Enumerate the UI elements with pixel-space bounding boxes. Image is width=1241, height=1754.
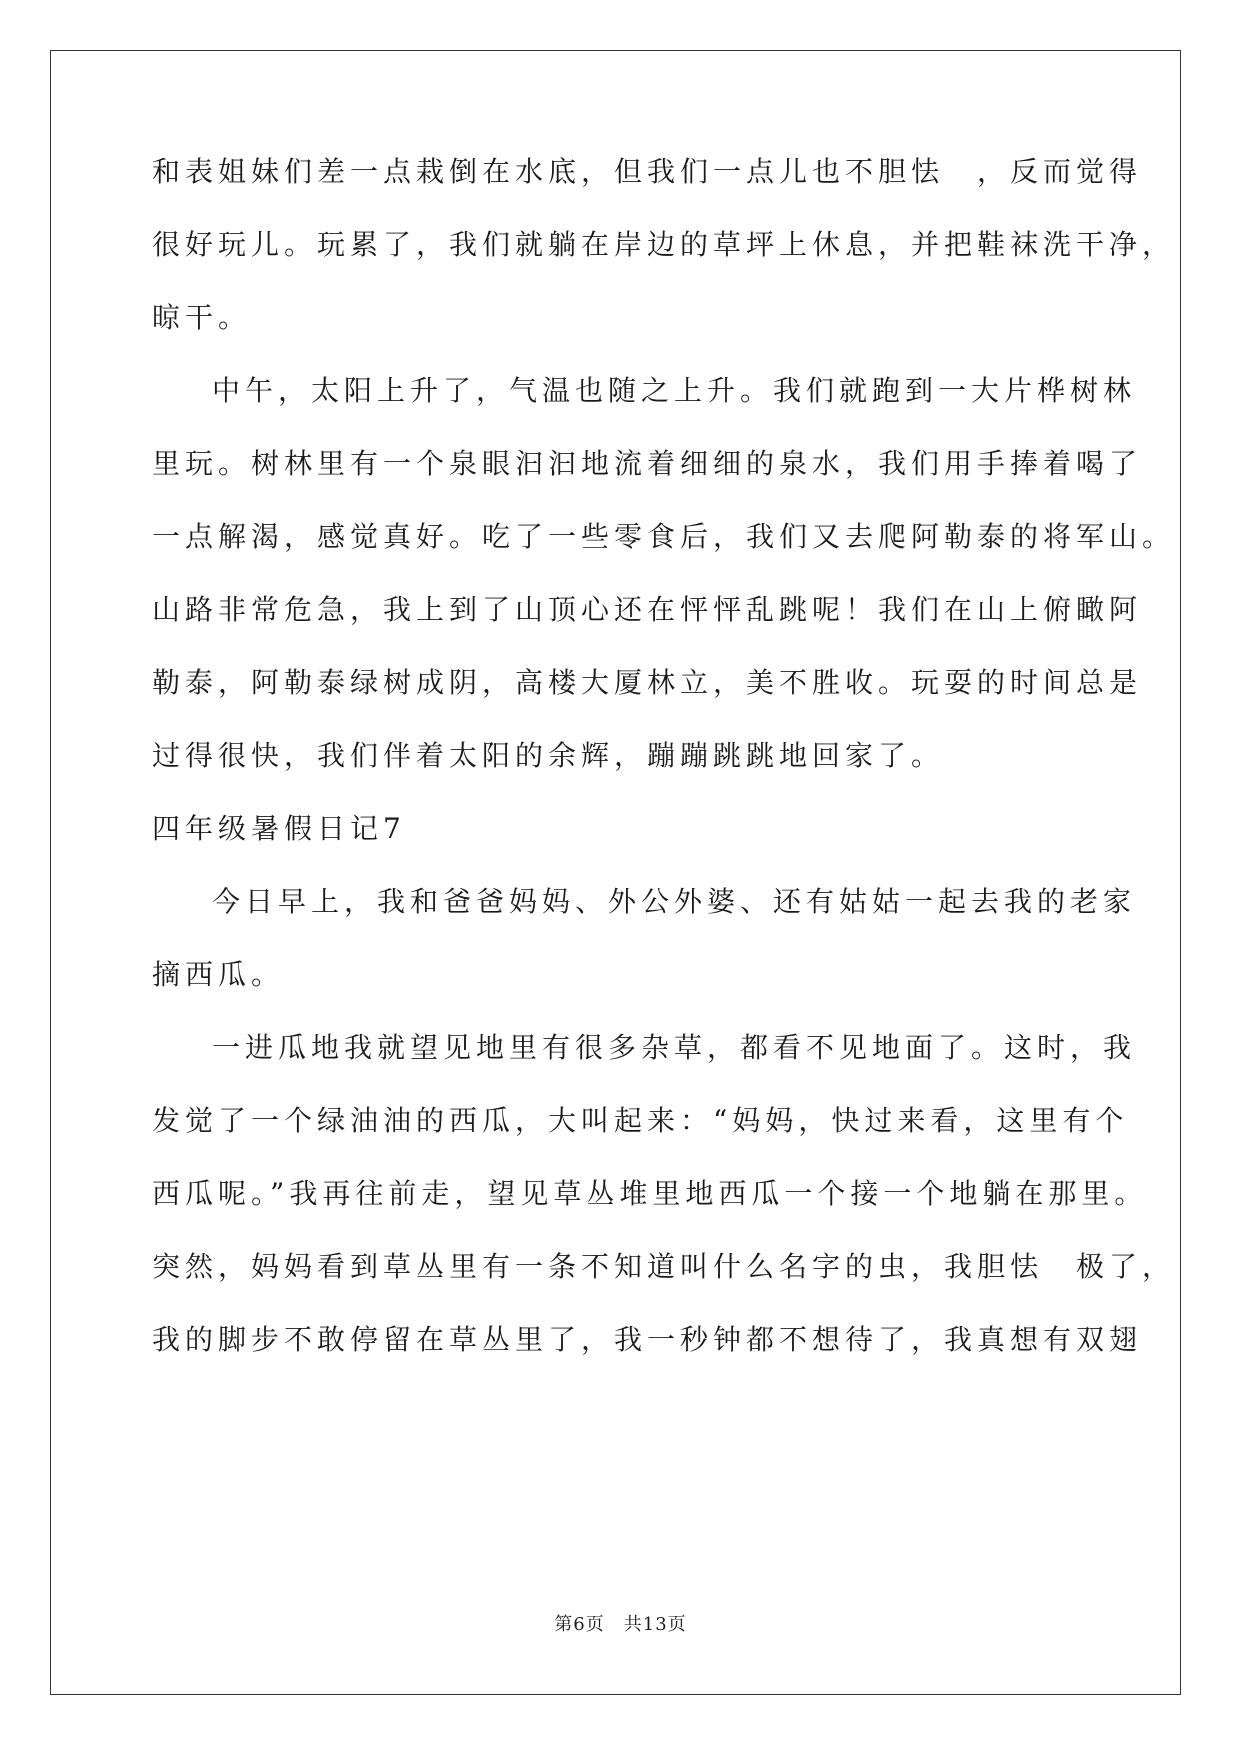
paragraph-line: 摘西瓜。 xyxy=(152,958,285,991)
paragraph-line: 山路非常危急，我上到了山顶心还在怦怦乱跳呢！我们在山上俯瞰阿 xyxy=(152,593,1143,626)
paragraph-line: 发觉了一个绿油油的西瓜，大叫起来：“妈妈，快过来看，这里有个 xyxy=(152,1104,1129,1137)
paragraph-line: 和表姐妹们差一点栽倒在水底，但我们一点儿也不胆怯 ，反而觉得 xyxy=(152,155,1143,188)
paragraph-line: 晾干。 xyxy=(152,301,252,334)
paragraph-line: 我的脚步不敢停留在草丛里了，我一秒钟都不想待了，我真想有双翅 xyxy=(152,1323,1143,1356)
paragraph-line: 中午，太阳上升了，气温也随之上升。我们就跑到一大片桦树林 xyxy=(212,374,1137,407)
paragraph-line: 西瓜呢。”我再往前走，望见草丛堆里地西瓜一个接一个地躺在那里。 xyxy=(152,1177,1148,1210)
page-frame xyxy=(50,50,1181,1695)
section-heading: 四年级暑假日记7 xyxy=(152,812,406,845)
paragraph-line: 过得很快，我们伴着太阳的余辉，蹦蹦跳跳地回家了。 xyxy=(152,739,945,772)
paragraph-line: 里玩。树林里有一个泉眼汩汩地流着细细的泉水，我们用手捧着喝了 xyxy=(152,447,1143,480)
paragraph-line: 一进瓜地我就望见地里有很多杂草，都看不见地面了。这时，我 xyxy=(212,1031,1137,1064)
paragraph-line: 一点解渴，感觉真好。吃了一些零食后，我们又去爬阿勒泰的将军山。 xyxy=(152,520,1176,553)
paragraph-line: 很好玩儿。玩累了，我们就躺在岸边的草坪上休息，并把鞋袜洗干净， xyxy=(152,228,1176,261)
paragraph-line: 勒泰，阿勒泰绿树成阴，高楼大厦林立，美不胜收。玩耍的时间总是 xyxy=(152,666,1143,699)
page-footer: 第6页 共13页 xyxy=(554,1614,687,1635)
paragraph-line: 今日早上，我和爸爸妈妈、外公外婆、还有姑姑一起去我的老家 xyxy=(212,885,1137,918)
paragraph-line: 突然，妈妈看到草丛里有一条不知道叫什么名字的虫，我胆怯 极了， xyxy=(152,1250,1176,1283)
